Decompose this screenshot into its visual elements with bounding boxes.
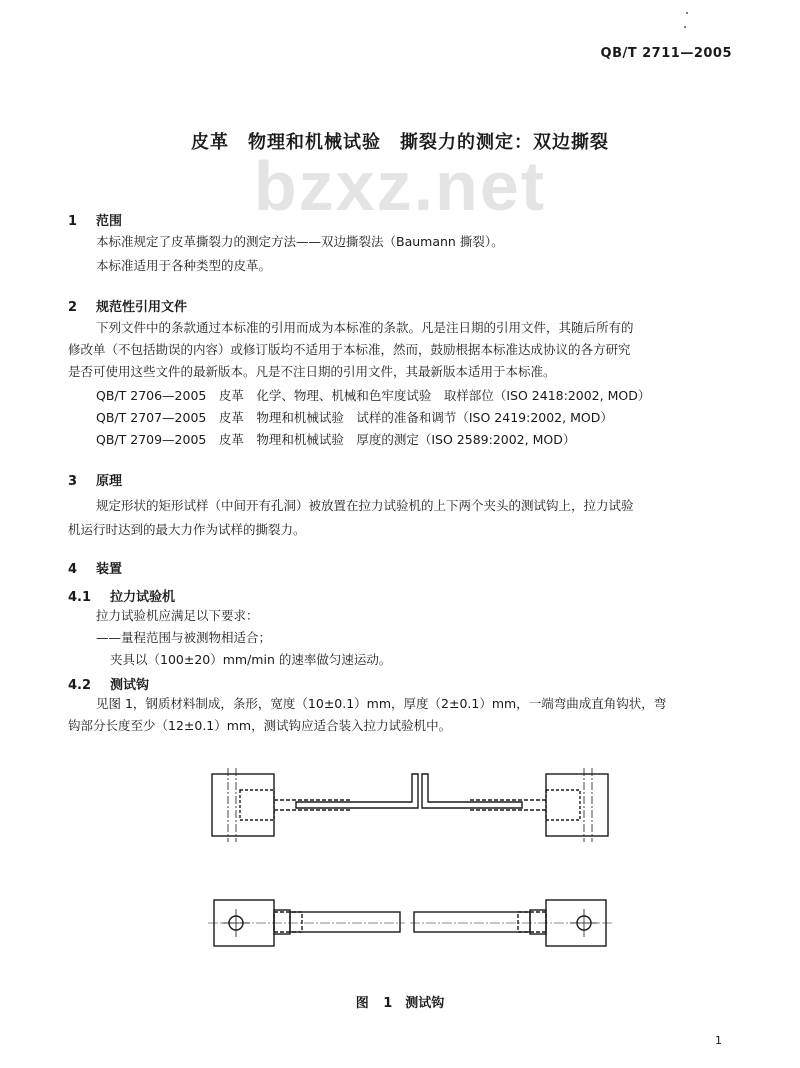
- section-heading: [68, 296, 187, 315]
- paragraph: 修改单（不包括勘误的内容）或修订版均不适用于本标准，然而，鼓励根据本标准达成协议的各方研究: [68, 342, 631, 357]
- hook-top-view-left: [208, 900, 405, 946]
- hook-side-view-right: [422, 768, 608, 842]
- figure-caption: 图 1 测试钩: [355, 996, 445, 1011]
- subsection-number: 4.2: [68, 678, 92, 693]
- section-number: 4: [68, 562, 78, 577]
- section-heading: [68, 210, 122, 229]
- paragraph: 夹具以（100±20）mm/min 的速率做匀速运动。: [110, 652, 392, 667]
- paragraph: 本标准规定了皮革撕裂力的测定方法——双边撕裂法（Baumann 撕裂）。: [96, 234, 504, 249]
- section-title: 装置: [96, 562, 123, 577]
- document-title: 皮革 物理和机械试验 撕裂力的测定：双边撕裂: [191, 132, 609, 153]
- paragraph: 下列文件中的条款通过本标准的引用而成为本标准的条款。凡是注日期的引用文件，其随后所有的: [96, 320, 634, 335]
- subsection-title: 测试钩: [110, 678, 150, 693]
- section-heading: [68, 558, 122, 577]
- scan-speck: [684, 26, 686, 28]
- subsection-title: 拉力试验机: [110, 590, 176, 605]
- paragraph: 本标准适用于各种类型的皮革。: [96, 258, 272, 273]
- section-number: 2: [68, 300, 78, 315]
- paragraph: 拉力试验机应满足以下要求：: [96, 608, 259, 623]
- scan-speck: [686, 12, 688, 14]
- reference-item: QB/T 2709—2005 皮革 物理和机械试验 厚度的测定（ISO 2589:2002, MOD）: [96, 432, 576, 447]
- paragraph: 钩部分长度至少（12±0.1）mm，测试钩应适合装入拉力试验机中。: [68, 718, 452, 733]
- hook-side-view-left: [212, 768, 418, 842]
- paragraph: 见图 1，钢质材料制成，条形，宽度（10±0.1）mm，厚度（2±0.1）mm，一端弯曲成直角钩状，弯: [96, 696, 667, 711]
- page-number: 1: [715, 1034, 722, 1047]
- subsection-heading: [68, 674, 149, 693]
- watermark: bzxz.net: [253, 147, 547, 225]
- section-title: 范围: [96, 214, 123, 229]
- section-number: 3: [68, 474, 78, 489]
- subsection-heading: [68, 586, 175, 605]
- standard-code: QB/T 2711—2005: [600, 46, 732, 61]
- paragraph: 是否可使用这些文件的最新版本。凡是不注日期的引用文件，其最新版本适用于本标准。: [68, 364, 556, 379]
- paragraph: 机运行时达到的最大力作为试样的撕裂力。: [68, 522, 306, 537]
- section-number: 1: [68, 214, 78, 229]
- section-title: 原理: [96, 474, 123, 489]
- subsection-number: 4.1: [68, 590, 92, 605]
- paragraph: 规定形状的矩形试样（中间开有孔洞）被放置在拉力试验机的上下两个夹头的测试钩上，拉力试验: [96, 498, 634, 513]
- reference-item: QB/T 2707—2005 皮革 物理和机械试验 试样的准备和调节（ISO 2419:2002, MOD）: [96, 410, 613, 425]
- test-hook-figure: [200, 760, 620, 990]
- section-heading: [68, 470, 122, 489]
- hook-top-view-right: [410, 900, 612, 946]
- section-title: 规范性引用文件: [96, 300, 188, 315]
- list-item: ——量程范围与被测物相适合；: [96, 630, 272, 645]
- reference-item: QB/T 2706—2005 皮革 化学、物理、机械和色牢度试验 取样部位（ISO 2418:2002, MOD）: [96, 388, 651, 403]
